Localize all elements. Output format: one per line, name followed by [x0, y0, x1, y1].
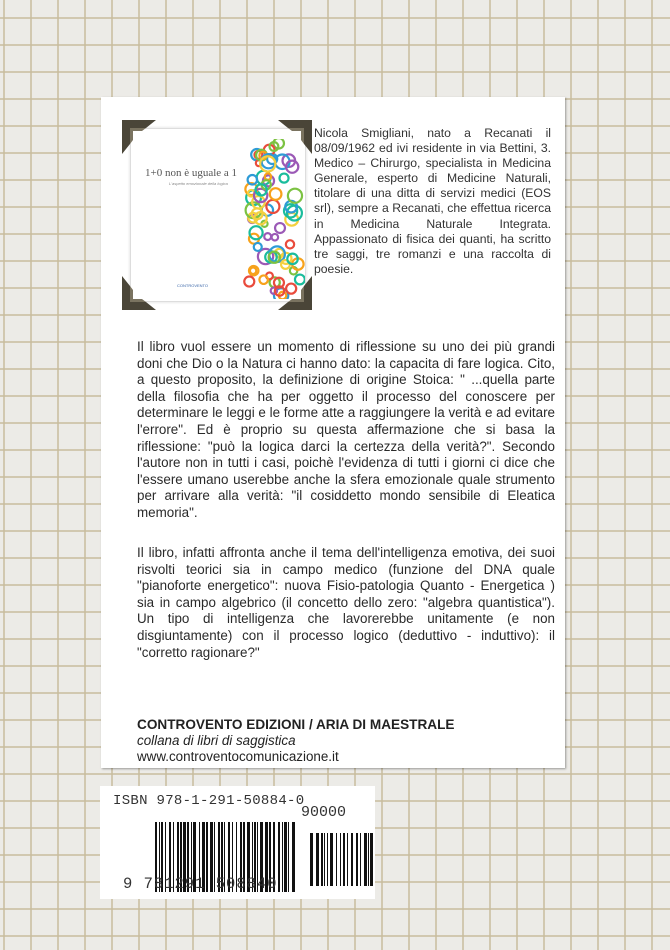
barcode-bar: [292, 822, 295, 892]
cover-title: 1+0 non è uguale a 1: [145, 167, 238, 179]
barcode-bar: [316, 833, 319, 886]
publisher-name: CONTROVENTO EDIZIONI / ARIA DI MAESTRALE: [137, 717, 455, 732]
photo-corner-icon: [278, 276, 312, 310]
barcode-bar: [284, 822, 287, 892]
cover-publisher-logo: CONTROVENTO: [177, 283, 209, 288]
isbn-label: ISBN 978-1-291-50884-0: [113, 793, 305, 809]
description-paragraph: Il libro, infatti affronta anche il tema dell'intelligenza emotiva, dei suoi risvolti teorici sia in campo medico (funzione del DNA quale "pianoforte energetico": nuova Fisio-patologia Quanto - Energetica ) sia in campo algebrico (il concetto dello zero: "algebra quantistica"). Un tipo di intelligenza che lavorerebbe unitamente (e non disgiuntamente) con il processo logico (deduttivo - induttivo): il "corretto ragionare?": [137, 545, 555, 660]
barcode-bar: [368, 833, 369, 886]
barcode-bar: [321, 833, 323, 886]
author-bio: Nicola Smigliani, nato a Recanati il 08/09/1962 ed ivi residente in via Bettini, 3. Medico – Chirurgo, specialista in Medicina Generale, esperto di Medicine Naturali, titolare di una ditta di servizi medici (EOS srl), sempre a Recanati, che effettua ricerca in Medicina Naturale Integrata. Appassionato di fisica dei quanti, ha scritto tre saggi, tre romanzi e una raccolta di poesie.: [314, 126, 551, 276]
series-name: collana di libri di saggistica: [137, 733, 296, 748]
decorative-glyph: [280, 174, 289, 183]
decorative-glyph: [275, 223, 285, 233]
barcode-bar: [351, 833, 353, 886]
book-cover-thumbnail: [122, 120, 312, 310]
decorative-glyph: [254, 243, 262, 251]
isbn-barcode: [100, 786, 375, 899]
decorative-glyph: [270, 188, 282, 200]
barcode-bar: [370, 833, 373, 886]
cover-subtitle: L'aspetto emozionale della logica: [169, 181, 228, 186]
decorative-glyph: [244, 277, 254, 287]
barcode-bar: [336, 833, 337, 886]
barcode-digits: 9 781291 508840: [123, 875, 278, 893]
decorative-glyph: [288, 189, 302, 203]
barcode-bar: [282, 822, 283, 892]
colorful-numbers-illustration: [241, 139, 305, 299]
barcode-bar: [310, 833, 313, 886]
decorative-glyph: [272, 234, 279, 241]
barcode-bar: [347, 833, 348, 886]
photo-corner-icon: [122, 120, 156, 154]
publisher-info: [137, 717, 454, 765]
barcode-bar: [343, 833, 345, 886]
barcode-bar: [288, 822, 289, 892]
publisher-website: www.controventocomunicazione.it: [137, 749, 339, 764]
barcode-bar: [327, 833, 328, 886]
price-addon: 90000: [301, 804, 347, 821]
decorative-glyph: [259, 275, 267, 283]
barcode-bar: [360, 833, 361, 886]
decorative-glyph: [286, 240, 294, 248]
barcode-bar: [278, 822, 280, 892]
barcode-bar: [330, 833, 333, 886]
barcode-bar: [324, 833, 325, 886]
decorative-glyph: [265, 173, 271, 179]
photo-corner-icon: [278, 120, 312, 154]
barcode-bar: [356, 833, 358, 886]
photo-corner-icon: [122, 276, 156, 310]
decorative-glyph: [250, 226, 263, 239]
decorative-glyph: [264, 233, 271, 240]
barcode-bar: [340, 833, 341, 886]
description-paragraph: Il libro vuol essere un momento di riflessione su uno dei più grandi doni che Dio o la Natura ci hanno dato: la capacita di fare logica. Cito, a questo proposito, la definizione di origine Stoica: " ...quella parte della filosofia che ha per oggetto il processo del conoscere per determinare le leggi e le forme atte a raggiungere la verità e ad evitare l'errore". Ed è proprio su questa affermazione che si basa la riflessione: "può la logica darci la certezza della verità?". Secondo l'autore non in tutti i casi, poichè l'evidenza di tutti i giorni ci dice che l'essere umano userebbe anche la sfera emozionale quale strumento per arrivare alla verità: "il cosiddetto mondo sensibile di Eleatica memoria".: [137, 339, 555, 520]
barcode-bar: [364, 833, 367, 886]
